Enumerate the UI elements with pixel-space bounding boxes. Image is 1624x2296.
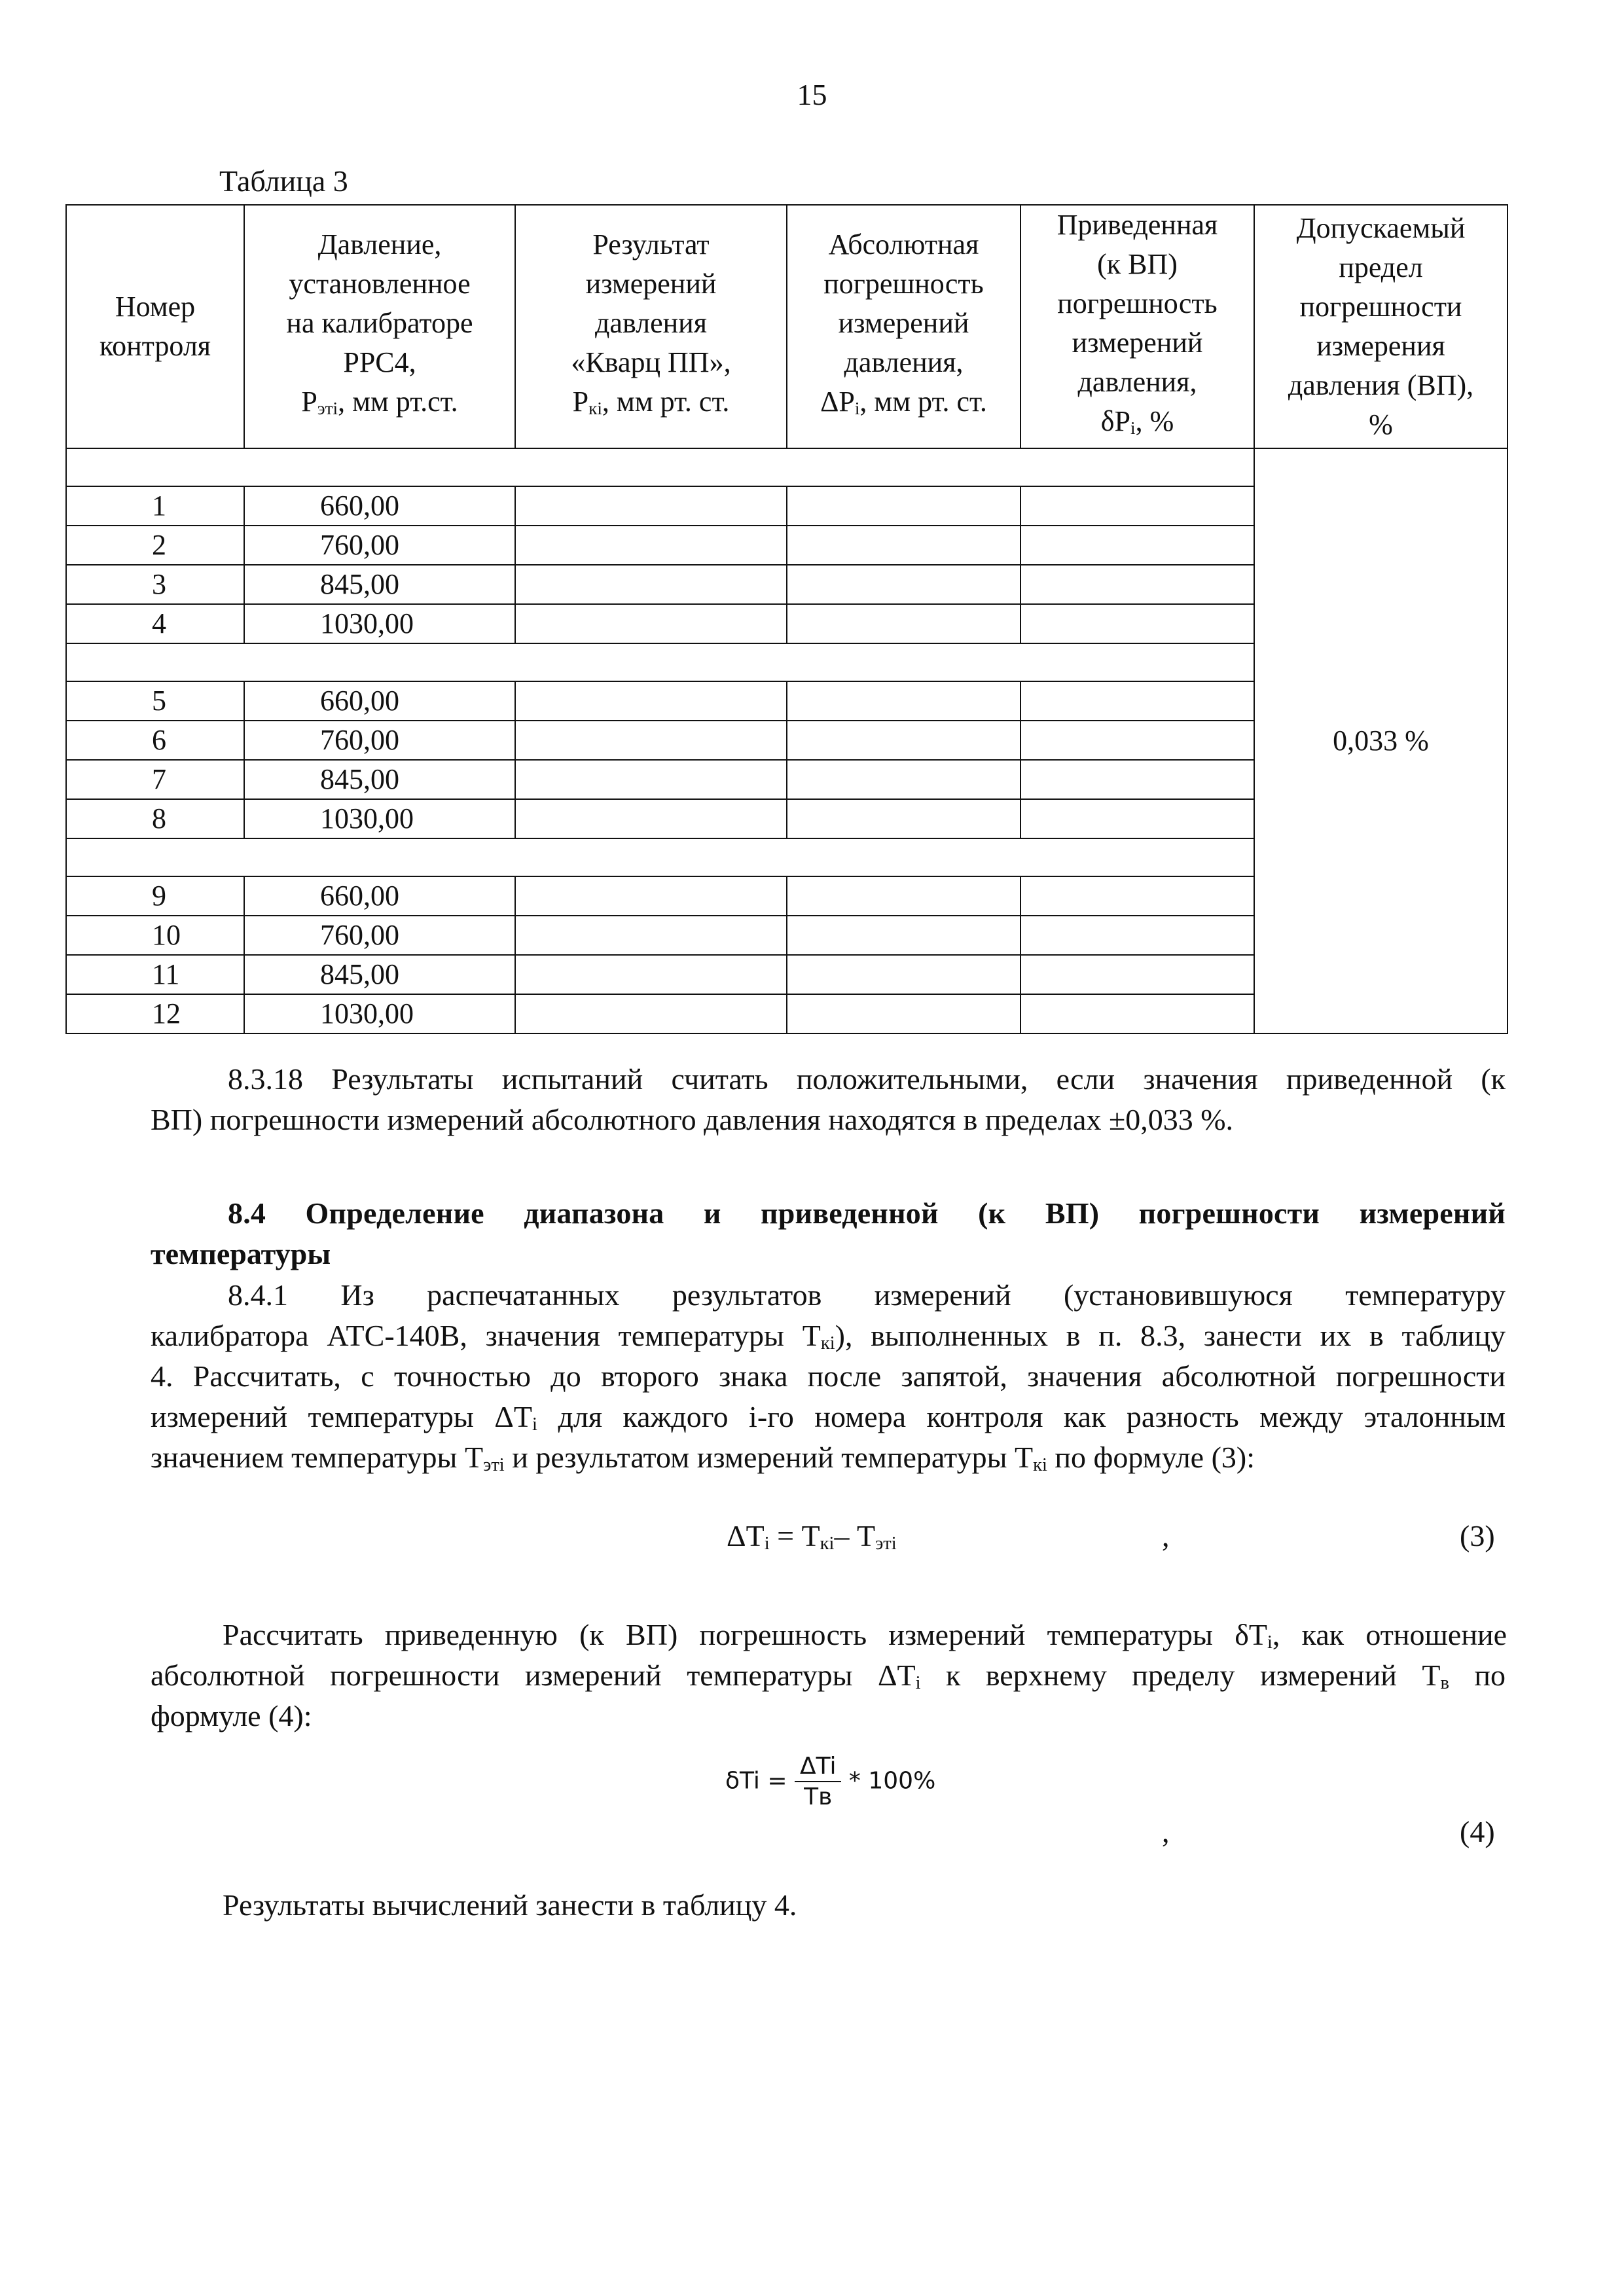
absolute-error-cell [787,994,1020,1033]
control-number-cell: 5 [66,681,244,721]
reduced-error-cell [1020,916,1254,955]
paragraph-8-3-18-line2: ВП) погрешности измерений абсолютного давления находятся в пределах ±0,033 %. [151,1103,1234,1136]
paragraph-8-4-1-line5: значением температуры Tэті и результатом измерений температуры Tкі по формуле (3): [151,1441,1255,1476]
reduced-error-cell [1020,681,1254,721]
set-pressure-cell: 1030,00 [244,799,515,838]
reduced-error-cell [1020,565,1254,604]
table-group-separator [66,448,1507,486]
absolute-error-cell [787,721,1020,760]
control-number-cell: 1 [66,486,244,526]
formula-4-comma: , [1162,1815,1170,1848]
control-number-cell: 8 [66,799,244,838]
measured-pressure-cell [515,916,787,955]
separator-cell [66,838,1254,876]
measured-pressure-cell [515,681,787,721]
control-number-cell: 4 [66,604,244,643]
absolute-error-cell [787,955,1020,994]
absolute-error-cell [787,604,1020,643]
reduced-error-cell [1020,876,1254,916]
separator-cell [66,448,1254,486]
table-caption: Таблица 3 [219,164,348,198]
reduced-error-cell [1020,526,1254,565]
control-number-cell: 11 [66,955,244,994]
separator-cell [66,643,1254,681]
reduced-error-cell [1020,799,1254,838]
paragraph-8-3-18-line1: 8.3.18 Результаты испытаний считать положительными, если значения приведенной (к [228,1062,1506,1096]
table-body [66,448,1507,1033]
control-number-cell: 9 [66,876,244,916]
absolute-error-cell [787,799,1020,838]
reduced-error-cell [1020,994,1254,1033]
column-header-5: Приведенная (к ВП) погрешность измерений давления, δPі, % [1020,205,1254,448]
measured-pressure-cell [515,876,787,916]
measured-pressure-cell [515,799,787,838]
reduced-error-cell [1020,604,1254,643]
control-number-cell: 2 [66,526,244,565]
reduced-error-cell [1020,486,1254,526]
control-number-cell: 3 [66,565,244,604]
page-number: 15 [797,78,827,111]
measured-pressure-cell [515,565,787,604]
absolute-error-cell [787,760,1020,799]
measured-pressure-cell [515,526,787,565]
absolute-error-cell [787,916,1020,955]
permissible-limit-cell: 0,033 % [1254,448,1507,1033]
measured-pressure-cell [515,721,787,760]
paragraph-8-4-1-line3: 4. Рассчитать, с точностью до второго знака после запятой, значения абсолютной погрешности [151,1359,1506,1393]
formula-4-fraction: $\frac{\text{ΔTi}}{Tв}$ [795,1753,842,1810]
set-pressure-cell: 660,00 [244,876,515,916]
absolute-error-cell [787,876,1020,916]
control-number-cell: 12 [66,994,244,1033]
formula-3: ΔTі = Tкі– Tэті [727,1519,897,1554]
measured-pressure-cell [515,604,787,643]
paragraph-results: Результаты вычислений занести в таблицу 4. [223,1888,797,1922]
paragraph-relative-error-line3: формуле (4): [151,1699,312,1732]
measured-pressure-cell [515,760,787,799]
column-header-3: Результат измерений давления «Кварц ПП», Pкі, мм рт. ст. [515,205,787,448]
control-number-cell: 7 [66,760,244,799]
section-heading-8-4: 8.4 Определение диапазона и приведенной (к ВП) погрешности измерений [228,1196,1506,1230]
measured-pressure-cell [515,994,787,1033]
measurement-table [65,204,1508,1034]
formula-4-number: (4) [1460,1815,1495,1848]
measured-pressure-cell [515,486,787,526]
set-pressure-cell: 760,00 [244,721,515,760]
set-pressure-cell: 660,00 [244,681,515,721]
absolute-error-cell [787,565,1020,604]
formula-3-comma: , [1162,1519,1170,1552]
control-number-cell: 6 [66,721,244,760]
section-heading-8-4-line2: температуры [151,1237,331,1270]
paragraph-relative-error-line2: абсолютной погрешности измерений температуры ΔTі к верхнему пределу измерений Tв по [151,1659,1506,1694]
paragraph-relative-error-line1: Рассчитать приведенную (к ВП) погрешность измерений температуры δTі, как отношение [223,1618,1507,1653]
reduced-error-cell [1020,721,1254,760]
set-pressure-cell: 845,00 [244,565,515,604]
set-pressure-cell: 845,00 [244,955,515,994]
formula-3-number: (3) [1460,1519,1495,1552]
formula-4: δTi = $\frac{\text{ΔTi}}{Tв}$ * 100% [725,1753,936,1810]
reduced-error-cell [1020,760,1254,799]
measured-pressure-cell [515,955,787,994]
paragraph-8-4-1-line4: измерений температуры ΔTі для каждого i-го номера контроля как разность между эталонным [151,1400,1506,1435]
set-pressure-cell: 845,00 [244,760,515,799]
paragraph-8-4-1-line2: калибратора АТС-140В, значения температуры Tкі), выполненных в п. 8.3, занести их в таблицу [151,1319,1506,1354]
set-pressure-cell: 760,00 [244,916,515,955]
set-pressure-cell: 1030,00 [244,994,515,1033]
set-pressure-cell: 1030,00 [244,604,515,643]
set-pressure-cell: 660,00 [244,486,515,526]
column-header-2: Давление, установленное на калибраторе PPC4, Pэті, мм рт.ст. [244,205,515,448]
set-pressure-cell: 760,00 [244,526,515,565]
reduced-error-cell [1020,955,1254,994]
table-header-row [66,205,1507,448]
column-header-6: Допускаемый предел погрешности измерения давления (ВП), % [1254,205,1507,448]
absolute-error-cell [787,526,1020,565]
absolute-error-cell [787,681,1020,721]
column-header-1: Номер контроля [66,205,244,448]
control-number-cell: 10 [66,916,244,955]
absolute-error-cell [787,486,1020,526]
column-header-4: Абсолютная погрешность измерений давления, ΔPі, мм рт. ст. [787,205,1020,448]
paragraph-8-4-1-line1: 8.4.1 Из распечатанных результатов измерений (установившуюся температуру [228,1278,1506,1312]
